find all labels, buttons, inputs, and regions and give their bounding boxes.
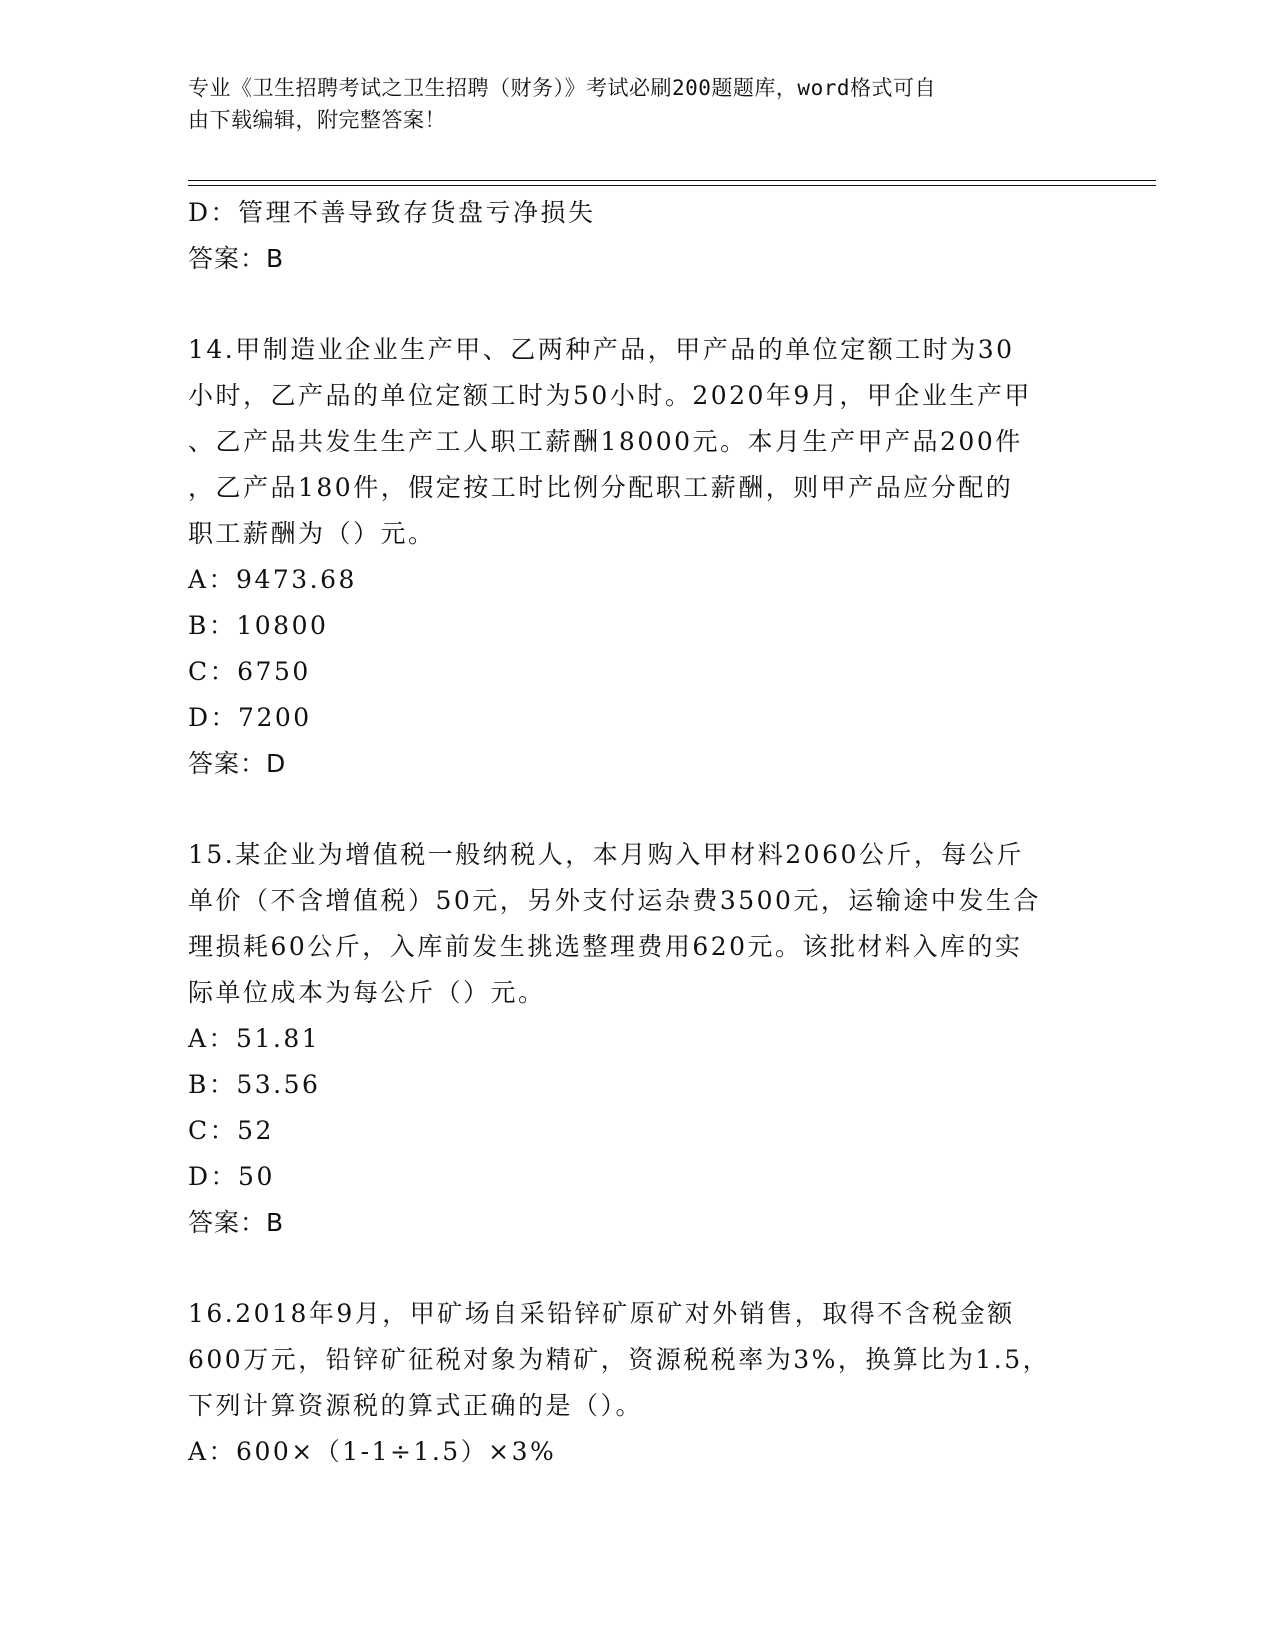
option-d: D：50 <box>188 1162 275 1191</box>
option-a: A：600×（1-1÷1.5）×3% <box>188 1437 557 1466</box>
option-d: D：管理不善导致存货盘亏净损失 <box>188 198 596 227</box>
header-line-1: 专业《卫生招聘考试之卫生招聘（财务）》考试必刷200题题库，word格式可自 <box>188 76 936 100</box>
question-text-line: 际单位成本为每公斤（）元。 <box>188 978 546 1007</box>
option-b: B：53.56 <box>188 1070 321 1099</box>
question-14 <box>188 327 1088 787</box>
option-a: A：9473.68 <box>188 565 357 594</box>
question-text-line: 下列计算资源税的算式正确的是（）。 <box>188 1391 644 1420</box>
answer-line: 答案：B <box>188 244 285 273</box>
question-text-line: 、乙产品共发生生产工人职工薪酬18000元。本月生产甲产品200件 <box>188 427 1023 456</box>
option-a: A：51.81 <box>188 1024 321 1053</box>
question-16 <box>188 1291 1088 1475</box>
question-15 <box>188 832 1088 1246</box>
question-text-line: 理损耗60公斤，入库前发生挑选整理费用620元。该批材料入库的实 <box>188 932 1023 961</box>
option-c: C：6750 <box>188 657 311 686</box>
question-text-line: 14.甲制造业企业生产甲、乙两种产品，甲产品的单位定额工时为30 <box>188 335 1015 364</box>
option-c: C：52 <box>188 1116 274 1145</box>
answer-line: 答案：D <box>188 749 287 778</box>
document-body <box>188 190 1088 1475</box>
question-text-line: 职工薪酬为（）元。 <box>188 519 436 548</box>
question-text-line: 单价（不含增值税）50元，另外支付运杂费3500元，运输途中发生合 <box>188 886 1041 915</box>
answer-line: 答案：B <box>188 1208 285 1237</box>
header-divider-top <box>188 180 1156 181</box>
question-text-line: 小时，乙产品的单位定额工时为50小时。2020年9月，甲企业生产甲 <box>188 381 1032 410</box>
question-text-line: 15.某企业为增值税一般纳税人，本月购入甲材料2060公斤，每公斤 <box>188 840 1024 869</box>
header-line-2: 由下载编辑，附完整答案！ <box>188 108 446 132</box>
question-text-line: ，乙产品180件，假定按工时比例分配职工薪酬，则甲产品应分配的 <box>188 473 1014 502</box>
question-text-line: 16.2018年9月，甲矿场自采铅锌矿原矿对外销售，取得不含税金额 <box>188 1299 1015 1328</box>
option-b: B：10800 <box>188 611 329 640</box>
option-d: D：7200 <box>188 703 312 732</box>
document-header <box>188 72 1088 136</box>
question-text-line: 600万元，铅锌矿征税对象为精矿，资源税税率为3%，换算比为1.5， <box>188 1345 1051 1374</box>
header-divider-bottom <box>188 185 1156 186</box>
